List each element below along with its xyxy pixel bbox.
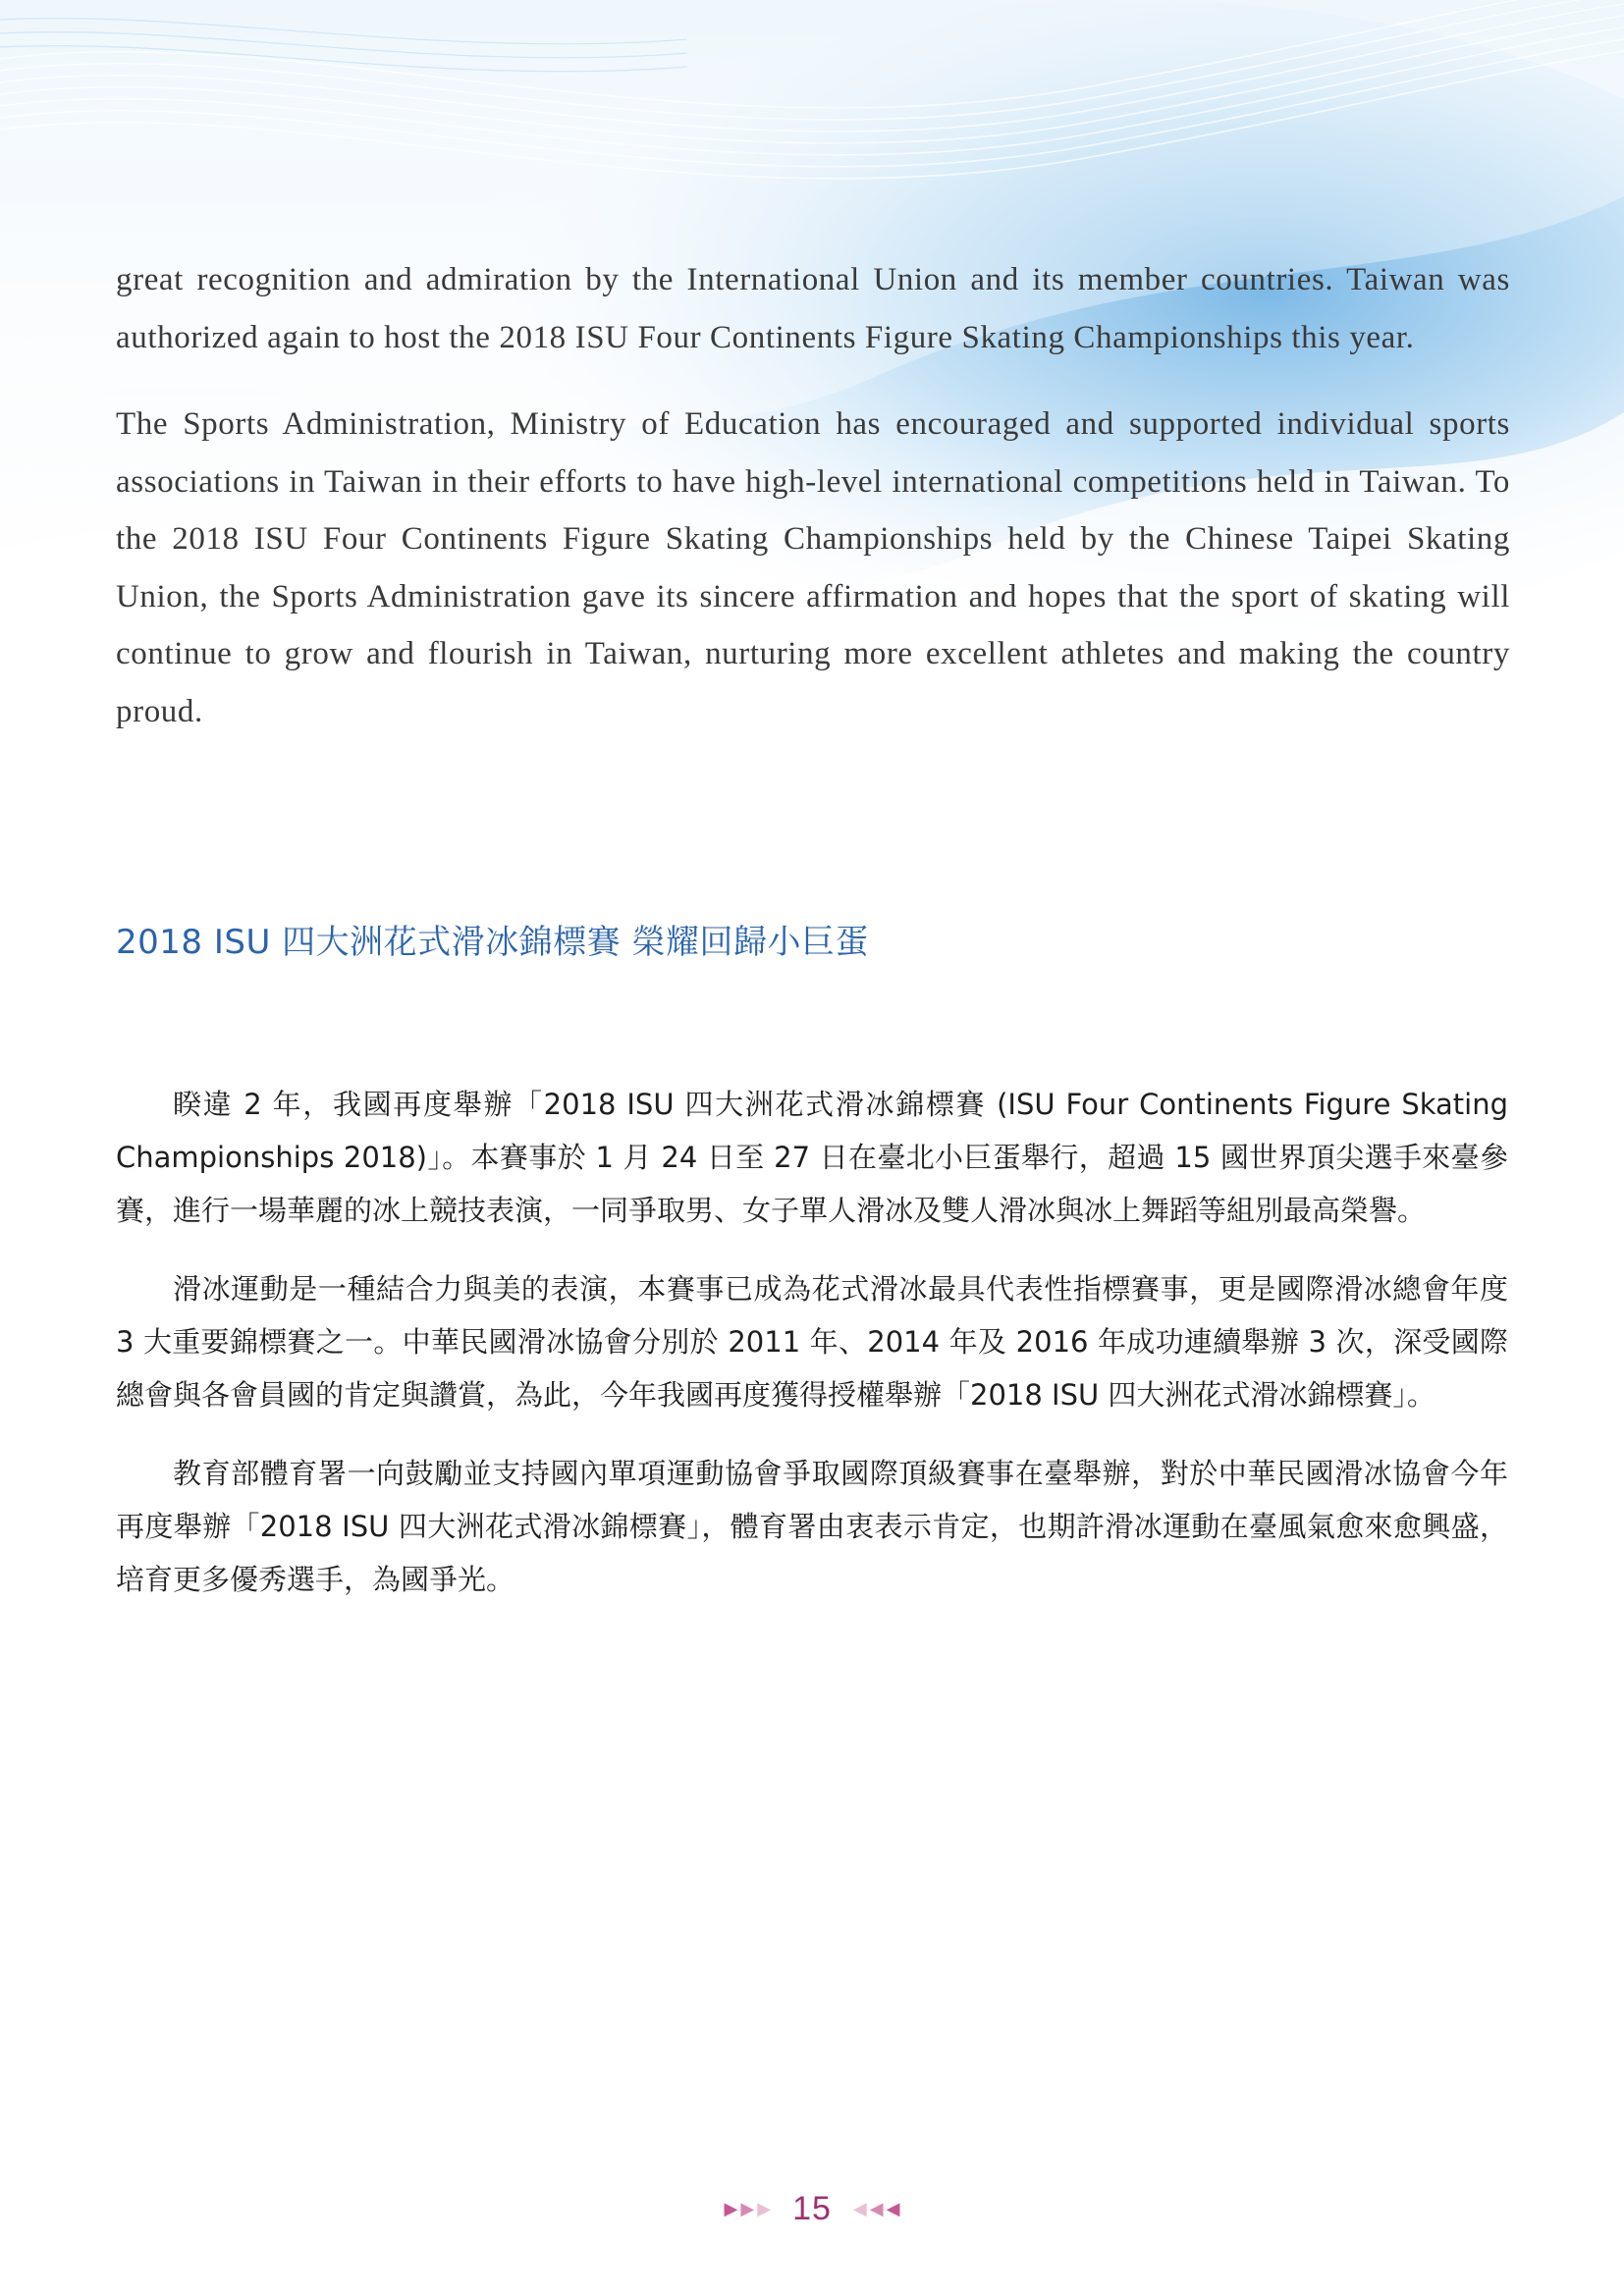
page-number: 15 (792, 2189, 832, 2227)
section-title: 2018 ISU 四大洲花式滑冰錦標賽 榮耀回歸小巨蛋 (116, 923, 869, 962)
triangle-left-icon: ◀ ◀ ◀ (852, 2198, 900, 2219)
page-footer (0, 2184, 1624, 2233)
english-text-block (116, 251, 1510, 770)
chinese-paragraph: 滑冰運動是一種結合力與美的表演，本賽事已成為花式滑冰最具代表性指標賽事，更是國際滑冰總會年度 3 大重要錦標賽之一。中華民國滑冰協會分別於 2011 年、2014 年及 2016 年成功連續舉辦 3 次，深受國際總會與各會員國的肯定與讚賞，為此，今年我國再度獲得授權舉辦「2018 ISU 四大洲花式滑冰錦標賽」。 (116, 1272, 1508, 1412)
english-paragraph: great recognition and admiration by the International Union and its member countries. Taiwan was authorized again to host the 2018 ISU Four Continents Figure Skating Championships this year. (116, 262, 1510, 355)
triangle-right-icon: ▶ ▶ ▶ (724, 2198, 772, 2219)
chinese-paragraph: 睽違 2 年，我國再度舉辦「2018 ISU 四大洲花式滑冰錦標賽 (ISU Four Continents Figure Skating Championships 2018)」。本賽事於 1 月 24 日至 27 日在臺北小巨蛋舉行，超過 15 國世界頂尖選手來臺參賽，進行一場華麗的冰上競技表演，一同爭取男、女子單人滑冰及雙人滑冰與冰上舞蹈等組別最高榮譽。 (116, 1088, 1508, 1227)
chinese-paragraph: 教育部體育署一向鼓勵並支持國內單項運動協會爭取國際頂級賽事在臺舉辦，對於中華民國滑冰協會今年再度舉辦「2018 ISU 四大洲花式滑冰錦標賽」，體育署由衷表示肯定，也期許滑冰運動在臺風氣愈來愈興盛，培育更多優秀選手，為國爭光。 (116, 1457, 1508, 1596)
chinese-text-block (116, 1078, 1508, 1631)
english-paragraph: The Sports Administration, Ministry of Education has encouraged and supported individual sports associations in Taiwan in their efforts to have high-level international competitions held in Taiwan. To the 2018 ISU Four Continents Figure Skating Championships held by the Chinese Taipei Skating Union, the Sports Administration gave its sincere affirmation and hopes that the sport of skating will continue to grow and flourish in Taiwan, nurturing more excellent athletes and making the country proud. (116, 406, 1510, 729)
